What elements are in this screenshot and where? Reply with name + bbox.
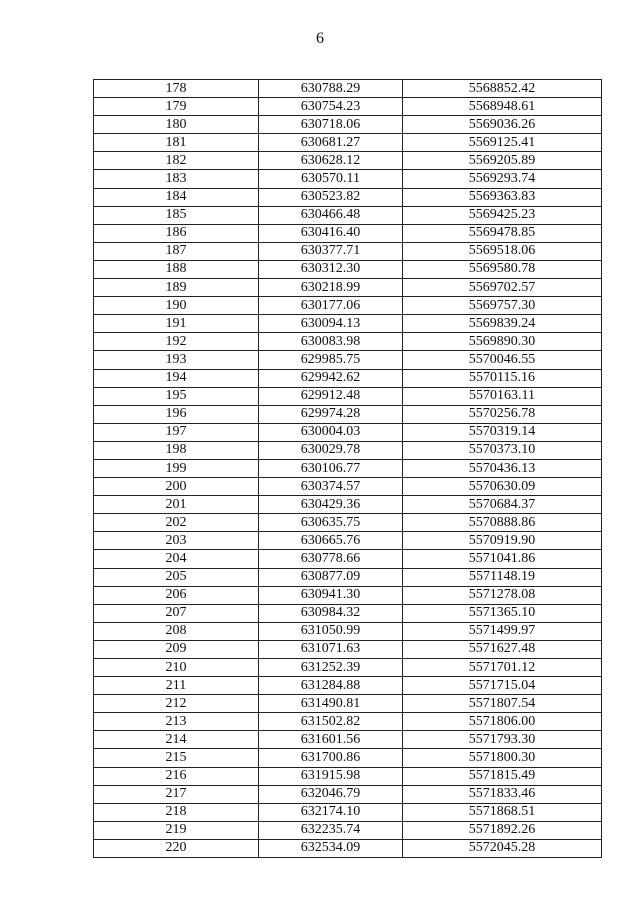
table-row — [94, 387, 602, 405]
x-coordinate-cell: 630177.06 — [259, 297, 403, 315]
x-coordinate-cell: 629942.62 — [259, 369, 403, 387]
table-row — [94, 749, 602, 767]
x-coordinate-cell: 630877.09 — [259, 568, 403, 586]
x-coordinate-cell: 631490.81 — [259, 695, 403, 713]
point-number-cell: 209 — [94, 640, 259, 658]
point-number-cell: 215 — [94, 749, 259, 767]
point-number-cell: 199 — [94, 459, 259, 477]
table-row — [94, 586, 602, 604]
x-coordinate-cell: 630374.57 — [259, 478, 403, 496]
point-number-cell: 192 — [94, 333, 259, 351]
y-coordinate-cell: 5572045.28 — [403, 839, 602, 857]
point-number-cell: 202 — [94, 514, 259, 532]
y-coordinate-cell: 5571806.00 — [403, 713, 602, 731]
y-coordinate-cell: 5570256.78 — [403, 405, 602, 423]
x-coordinate-cell: 632174.10 — [259, 803, 403, 821]
table-row — [94, 170, 602, 188]
point-number-cell: 187 — [94, 242, 259, 260]
y-coordinate-cell: 5571793.30 — [403, 731, 602, 749]
table-row — [94, 821, 602, 839]
x-coordinate-cell: 630218.99 — [259, 279, 403, 297]
y-coordinate-cell: 5570888.86 — [403, 514, 602, 532]
x-coordinate-cell: 630106.77 — [259, 459, 403, 477]
x-coordinate-cell: 630523.82 — [259, 188, 403, 206]
point-number-cell: 218 — [94, 803, 259, 821]
point-number-cell: 217 — [94, 785, 259, 803]
x-coordinate-cell: 629912.48 — [259, 387, 403, 405]
table-row — [94, 441, 602, 459]
table-row — [94, 659, 602, 677]
point-number-cell: 185 — [94, 206, 259, 224]
table-row — [94, 568, 602, 586]
y-coordinate-cell: 5571807.54 — [403, 695, 602, 713]
x-coordinate-cell: 631601.56 — [259, 731, 403, 749]
y-coordinate-cell: 5569036.26 — [403, 116, 602, 134]
point-number-cell: 203 — [94, 532, 259, 550]
y-coordinate-cell: 5571715.04 — [403, 677, 602, 695]
y-coordinate-cell: 5570630.09 — [403, 478, 602, 496]
table-row — [94, 785, 602, 803]
table-row — [94, 351, 602, 369]
table-row — [94, 116, 602, 134]
x-coordinate-cell: 632235.74 — [259, 821, 403, 839]
x-coordinate-cell: 630681.27 — [259, 134, 403, 152]
point-number-cell: 214 — [94, 731, 259, 749]
table-row — [94, 695, 602, 713]
table-row — [94, 260, 602, 278]
table-row — [94, 677, 602, 695]
point-number-cell: 194 — [94, 369, 259, 387]
x-coordinate-cell: 630004.03 — [259, 423, 403, 441]
y-coordinate-cell: 5571815.49 — [403, 767, 602, 785]
x-coordinate-cell: 630628.12 — [259, 152, 403, 170]
y-coordinate-cell: 5571833.46 — [403, 785, 602, 803]
table-row — [94, 550, 602, 568]
point-number-cell: 186 — [94, 224, 259, 242]
point-number-cell: 212 — [94, 695, 259, 713]
x-coordinate-cell: 630083.98 — [259, 333, 403, 351]
point-number-cell: 205 — [94, 568, 259, 586]
point-number-cell: 183 — [94, 170, 259, 188]
x-coordinate-cell: 631915.98 — [259, 767, 403, 785]
point-number-cell: 196 — [94, 405, 259, 423]
y-coordinate-cell: 5569839.24 — [403, 315, 602, 333]
y-coordinate-cell: 5570684.37 — [403, 496, 602, 514]
x-coordinate-cell: 632534.09 — [259, 839, 403, 857]
x-coordinate-cell: 630941.30 — [259, 586, 403, 604]
table-row — [94, 134, 602, 152]
table-row — [94, 242, 602, 260]
x-coordinate-cell: 631050.99 — [259, 622, 403, 640]
table-row — [94, 767, 602, 785]
point-number-cell: 206 — [94, 586, 259, 604]
y-coordinate-cell: 5571365.10 — [403, 604, 602, 622]
x-coordinate-cell: 631071.63 — [259, 640, 403, 658]
table-row — [94, 279, 602, 297]
table-row — [94, 315, 602, 333]
y-coordinate-cell: 5571868.51 — [403, 803, 602, 821]
y-coordinate-cell: 5570436.13 — [403, 459, 602, 477]
y-coordinate-cell: 5570373.10 — [403, 441, 602, 459]
x-coordinate-cell: 630094.13 — [259, 315, 403, 333]
y-coordinate-cell: 5571800.30 — [403, 749, 602, 767]
y-coordinate-cell: 5569518.06 — [403, 242, 602, 260]
coordinates-table — [93, 79, 602, 858]
x-coordinate-cell: 630788.29 — [259, 80, 403, 98]
table-row — [94, 333, 602, 351]
table-row — [94, 604, 602, 622]
x-coordinate-cell: 630312.30 — [259, 260, 403, 278]
table-row — [94, 496, 602, 514]
table-row — [94, 297, 602, 315]
point-number-cell: 190 — [94, 297, 259, 315]
y-coordinate-cell: 5569702.57 — [403, 279, 602, 297]
table-row — [94, 622, 602, 640]
x-coordinate-cell: 630029.78 — [259, 441, 403, 459]
table-row — [94, 803, 602, 821]
point-number-cell: 193 — [94, 351, 259, 369]
y-coordinate-cell: 5569363.83 — [403, 188, 602, 206]
page-number: 6 — [316, 30, 324, 47]
table-row — [94, 405, 602, 423]
point-number-cell: 211 — [94, 677, 259, 695]
x-coordinate-cell: 630466.48 — [259, 206, 403, 224]
table-row — [94, 423, 602, 441]
x-coordinate-cell: 630635.75 — [259, 514, 403, 532]
x-coordinate-cell: 630377.71 — [259, 242, 403, 260]
point-number-cell: 216 — [94, 767, 259, 785]
table-row — [94, 98, 602, 116]
x-coordinate-cell: 630570.11 — [259, 170, 403, 188]
y-coordinate-cell: 5571701.12 — [403, 659, 602, 677]
x-coordinate-cell: 630754.23 — [259, 98, 403, 116]
point-number-cell: 178 — [94, 80, 259, 98]
point-number-cell: 219 — [94, 821, 259, 839]
y-coordinate-cell: 5569580.78 — [403, 260, 602, 278]
table-row — [94, 459, 602, 477]
point-number-cell: 208 — [94, 622, 259, 640]
point-number-cell: 201 — [94, 496, 259, 514]
y-coordinate-cell: 5569425.23 — [403, 206, 602, 224]
table-row — [94, 478, 602, 496]
x-coordinate-cell: 630718.06 — [259, 116, 403, 134]
table-row — [94, 514, 602, 532]
x-coordinate-cell: 630416.40 — [259, 224, 403, 242]
table-row — [94, 532, 602, 550]
point-number-cell: 204 — [94, 550, 259, 568]
table-row — [94, 80, 602, 98]
y-coordinate-cell: 5570919.90 — [403, 532, 602, 550]
x-coordinate-cell: 630778.66 — [259, 550, 403, 568]
x-coordinate-cell: 630984.32 — [259, 604, 403, 622]
y-coordinate-cell: 5570319.14 — [403, 423, 602, 441]
coordinates-table-body — [94, 80, 602, 858]
y-coordinate-cell: 5571041.86 — [403, 550, 602, 568]
point-number-cell: 195 — [94, 387, 259, 405]
y-coordinate-cell: 5571627.48 — [403, 640, 602, 658]
x-coordinate-cell: 630429.36 — [259, 496, 403, 514]
point-number-cell: 184 — [94, 188, 259, 206]
table-row — [94, 224, 602, 242]
y-coordinate-cell: 5568948.61 — [403, 98, 602, 116]
x-coordinate-cell: 629974.28 — [259, 405, 403, 423]
x-coordinate-cell: 631502.82 — [259, 713, 403, 731]
x-coordinate-cell: 632046.79 — [259, 785, 403, 803]
point-number-cell: 213 — [94, 713, 259, 731]
table-row — [94, 152, 602, 170]
point-number-cell: 207 — [94, 604, 259, 622]
point-number-cell: 191 — [94, 315, 259, 333]
y-coordinate-cell: 5569478.85 — [403, 224, 602, 242]
y-coordinate-cell: 5569125.41 — [403, 134, 602, 152]
point-number-cell: 200 — [94, 478, 259, 496]
point-number-cell: 188 — [94, 260, 259, 278]
y-coordinate-cell: 5571278.08 — [403, 586, 602, 604]
table-row — [94, 713, 602, 731]
point-number-cell: 210 — [94, 659, 259, 677]
y-coordinate-cell: 5570046.55 — [403, 351, 602, 369]
x-coordinate-cell: 631700.86 — [259, 749, 403, 767]
point-number-cell: 179 — [94, 98, 259, 116]
y-coordinate-cell: 5569205.89 — [403, 152, 602, 170]
point-number-cell: 197 — [94, 423, 259, 441]
y-coordinate-cell: 5569890.30 — [403, 333, 602, 351]
table-row — [94, 369, 602, 387]
table-row — [94, 839, 602, 857]
y-coordinate-cell: 5568852.42 — [403, 80, 602, 98]
table-row — [94, 731, 602, 749]
y-coordinate-cell: 5570115.16 — [403, 369, 602, 387]
point-number-cell: 198 — [94, 441, 259, 459]
point-number-cell: 182 — [94, 152, 259, 170]
table-row — [94, 640, 602, 658]
table-row — [94, 188, 602, 206]
x-coordinate-cell: 630665.76 — [259, 532, 403, 550]
point-number-cell: 181 — [94, 134, 259, 152]
x-coordinate-cell: 629985.75 — [259, 351, 403, 369]
y-coordinate-cell: 5569757.30 — [403, 297, 602, 315]
y-coordinate-cell: 5569293.74 — [403, 170, 602, 188]
y-coordinate-cell: 5571892.26 — [403, 821, 602, 839]
y-coordinate-cell: 5571148.19 — [403, 568, 602, 586]
y-coordinate-cell: 5571499.97 — [403, 622, 602, 640]
point-number-cell: 220 — [94, 839, 259, 857]
y-coordinate-cell: 5570163.11 — [403, 387, 602, 405]
table-row — [94, 206, 602, 224]
x-coordinate-cell: 631252.39 — [259, 659, 403, 677]
point-number-cell: 189 — [94, 279, 259, 297]
x-coordinate-cell: 631284.88 — [259, 677, 403, 695]
point-number-cell: 180 — [94, 116, 259, 134]
